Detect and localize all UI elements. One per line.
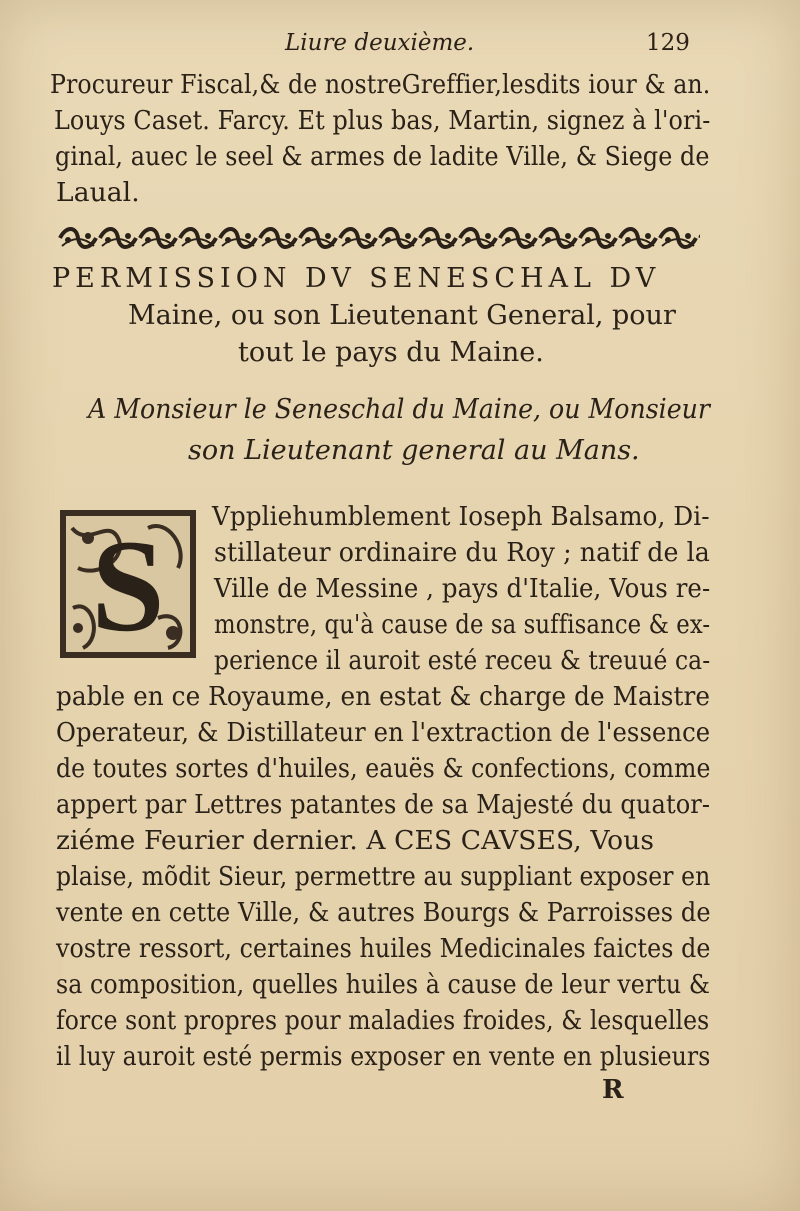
body-line: pable en ce Royaume, en estat & charge de Maistre xyxy=(56,681,711,712)
intro-line: Laual. xyxy=(56,177,140,208)
body-line: Operateur, & Distillateur en l'extraction de l'essence xyxy=(56,717,711,748)
body-line: force sont propres pour maladies froides, & lesquelles xyxy=(56,1005,710,1036)
body-line: Vppliehumblement Ioseph Balsamo, Di- xyxy=(212,501,710,532)
body-line: vente en cette Ville, & autres Bourgs & Parroisses de xyxy=(56,897,711,928)
section-title: PERMISSION DV SENESCHAL DV xyxy=(52,263,661,294)
address-line: son Lieutenant general au Mans. xyxy=(188,435,640,466)
body-line: ziéme Feurier dernier. A CES CAVSES, Vous xyxy=(56,825,655,856)
ornamental-band xyxy=(58,224,700,252)
body-line: de toutes sortes d'huiles, eauës & confections, comme xyxy=(56,753,711,784)
page-number: 129 xyxy=(646,30,690,56)
body-line: vostre ressort, certaines huiles Medicinales faictes de xyxy=(56,933,711,964)
body-line: stillateur ordinaire du Roy ; natif de la xyxy=(214,537,710,568)
address-line: A Monsieur le Seneschal du Maine, ou Monsieur xyxy=(88,394,710,425)
body-line: sa composition, quelles huiles à cause de leur vertu & xyxy=(56,969,711,1000)
body-line: perience il auroit esté receu & treuué ca- xyxy=(214,645,711,676)
body-line: Ville de Messine , pays d'Italie, Vous re- xyxy=(214,573,711,604)
running-header: Liure deuxième. xyxy=(285,30,475,56)
body-line: appert par Lettres patantes de sa Majesté du quator- xyxy=(56,789,711,820)
body-line: il luy auroit esté permis exposer en vente en plusieurs xyxy=(56,1041,711,1072)
body-line: plaise, mõdit Sieur, permettre au suppliant exposer en xyxy=(56,861,711,892)
signature-mark: R xyxy=(602,1075,624,1105)
section-subtitle: Maine, ou son Lieutenant General, pour xyxy=(128,300,676,331)
dropcap-letter: S xyxy=(91,512,165,659)
intro-line: Louys Caset. Farcy. Et plus bas, Martin, signez à l'ori- xyxy=(54,105,711,136)
section-subtitle: tout le pays du Maine. xyxy=(238,337,544,368)
decorated-initial xyxy=(58,508,198,660)
intro-line: Procureur Fiscal,& de nostreGreffier,lesdits iour & an. xyxy=(50,69,711,100)
body-line: monstre, qu'à cause de sa suffisance & ex- xyxy=(214,609,711,640)
intro-line: ginal, auec le seel & armes de ladite Ville, & Siege de xyxy=(55,141,710,172)
